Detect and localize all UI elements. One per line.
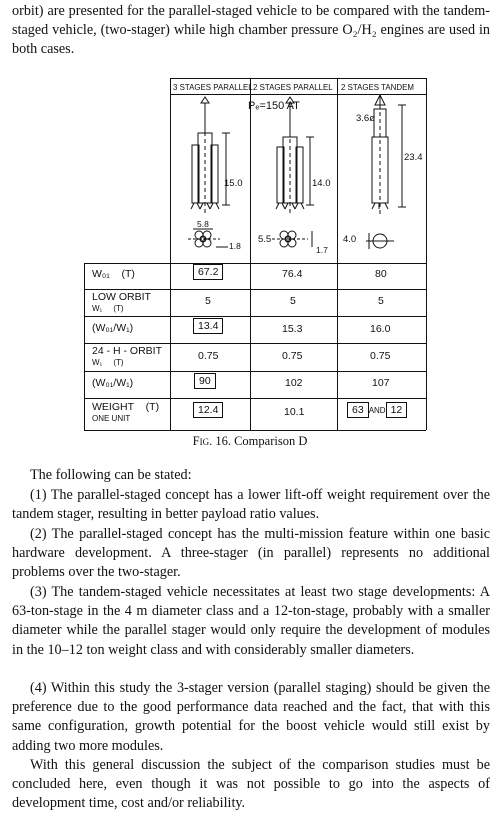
row-label-ratio-2: (W₀₁/W₁) — [92, 377, 134, 389]
value-24h-2t: 0.75 — [370, 350, 391, 362]
value-weight-2t: 63 AND 12 — [347, 404, 407, 416]
col-header-2-parallel: 2 STAGES PARALLEL — [253, 82, 333, 92]
body-paragraph-4: (4) Within this study the 3-stager version (parallel staging) should be given the preference due to the good performance data reached and the fact, that with this same configuration, growth potential for the boost vehicle would still exist by adding two more modules. — [12, 680, 490, 754]
row-border-2 — [84, 316, 426, 317]
body-paragraph-1: (1) The parallel-staged concept has a lower lift-off weight requirement over the tandem stager, resulting in better payload ratio values. — [12, 487, 490, 523]
value-low-orbit-2t: 5 — [378, 295, 384, 307]
table-bottom-border — [84, 430, 426, 431]
row-border-3 — [84, 343, 426, 344]
value-w01-3p: 67.2 — [193, 264, 223, 280]
value-ratio2-2t: 107 — [372, 377, 390, 389]
pc-label: Pₑ=150 AT — [248, 100, 300, 112]
dim-w3: 4.0 — [343, 234, 357, 245]
value-ratio1-2p: 15.3 — [282, 323, 303, 335]
row-label-ratio-1: (W₀₁/W₁) — [92, 322, 134, 334]
dim-w1b: 1.8 — [229, 241, 241, 251]
value-24h-3p: 0.75 — [198, 350, 219, 362]
row-border-4 — [84, 371, 426, 372]
row-label-low-orbit: LOW ORBIT W₁ (T) — [92, 291, 151, 313]
dim-h3: 23.4 — [404, 152, 423, 163]
value-24h-2p: 0.75 — [282, 350, 303, 362]
value-ratio1-3p: 13.4 — [193, 318, 223, 334]
row-border-5 — [84, 398, 426, 399]
col-border-4 — [426, 78, 427, 430]
value-low-orbit-3p: 5 — [205, 295, 211, 307]
col-header-3-parallel: 3 STAGES PARALLEL — [173, 82, 253, 92]
row-border-1 — [84, 289, 426, 290]
body-paragraph-3: (3) The tandem-staged vehicle necessitates at least two stage developments: A 63-ton-stage in the 4 m diameter class and a 12-ton-stage, probably with a smaller diameter while the parallel stager would only require the development of modules in the 10–12 ton weight class and with considerably smaller diameters. — [12, 584, 490, 658]
dim-w2b: 1.7 — [316, 245, 328, 255]
col-header-2-tandem: 2 STAGES TANDEM — [341, 82, 414, 92]
body-paragraph-2: (2) The parallel-staged concept has the multi-mission feature within one basic hardware development. A three-stager (in parallel) represents no additional problems over the two-stager. — [12, 526, 490, 581]
value-w01-2t: 80 — [375, 268, 387, 280]
dim-d3: 3.6ø — [356, 113, 376, 124]
value-ratio2-2p: 102 — [285, 377, 303, 389]
value-ratio2-3p: 90 — [194, 373, 216, 389]
body-paragraph-5: With this general discussion the subject of the comparison studies must be concluded here, even though it was not possible to go into the aspects of development time, cost and/or reliability. — [12, 757, 490, 812]
vehicle-drawings — [170, 95, 426, 263]
figure-caption: Fig. 16. Comparison D — [192, 434, 308, 448]
value-w01-2p: 76.4 — [282, 268, 303, 280]
value-low-orbit-2p: 5 — [290, 295, 296, 307]
intro-paragraph: orbit) are presented for the parallel-staged vehicle to be compared with the tandem-staged vehicle, (two-stager) while high chamber pressure O₂/H₂ engines are used in both cases. — [12, 3, 490, 58]
row-border-0 — [84, 263, 426, 264]
value-ratio1-2t: 16.0 — [370, 323, 391, 335]
body-paragraph-0: The following can be stated: — [30, 467, 192, 483]
row-label-24h-orbit: 24 - H - ORBIT W₁ (T) — [92, 345, 163, 367]
dim-w1: 5.8 — [197, 219, 209, 229]
value-weight-3p: 12.4 — [193, 402, 223, 418]
table-top-border — [170, 78, 426, 79]
dim-h2: 14.0 — [312, 178, 331, 189]
dim-h1: 15.0 — [224, 178, 243, 189]
dim-w2: 5.5 — [258, 234, 272, 245]
row-label-weight: WEIGHT (T) ONE UNIT — [92, 401, 160, 423]
row-label-w01: W₀₁ (T) — [92, 268, 135, 280]
value-weight-2p: 10.1 — [284, 406, 305, 418]
